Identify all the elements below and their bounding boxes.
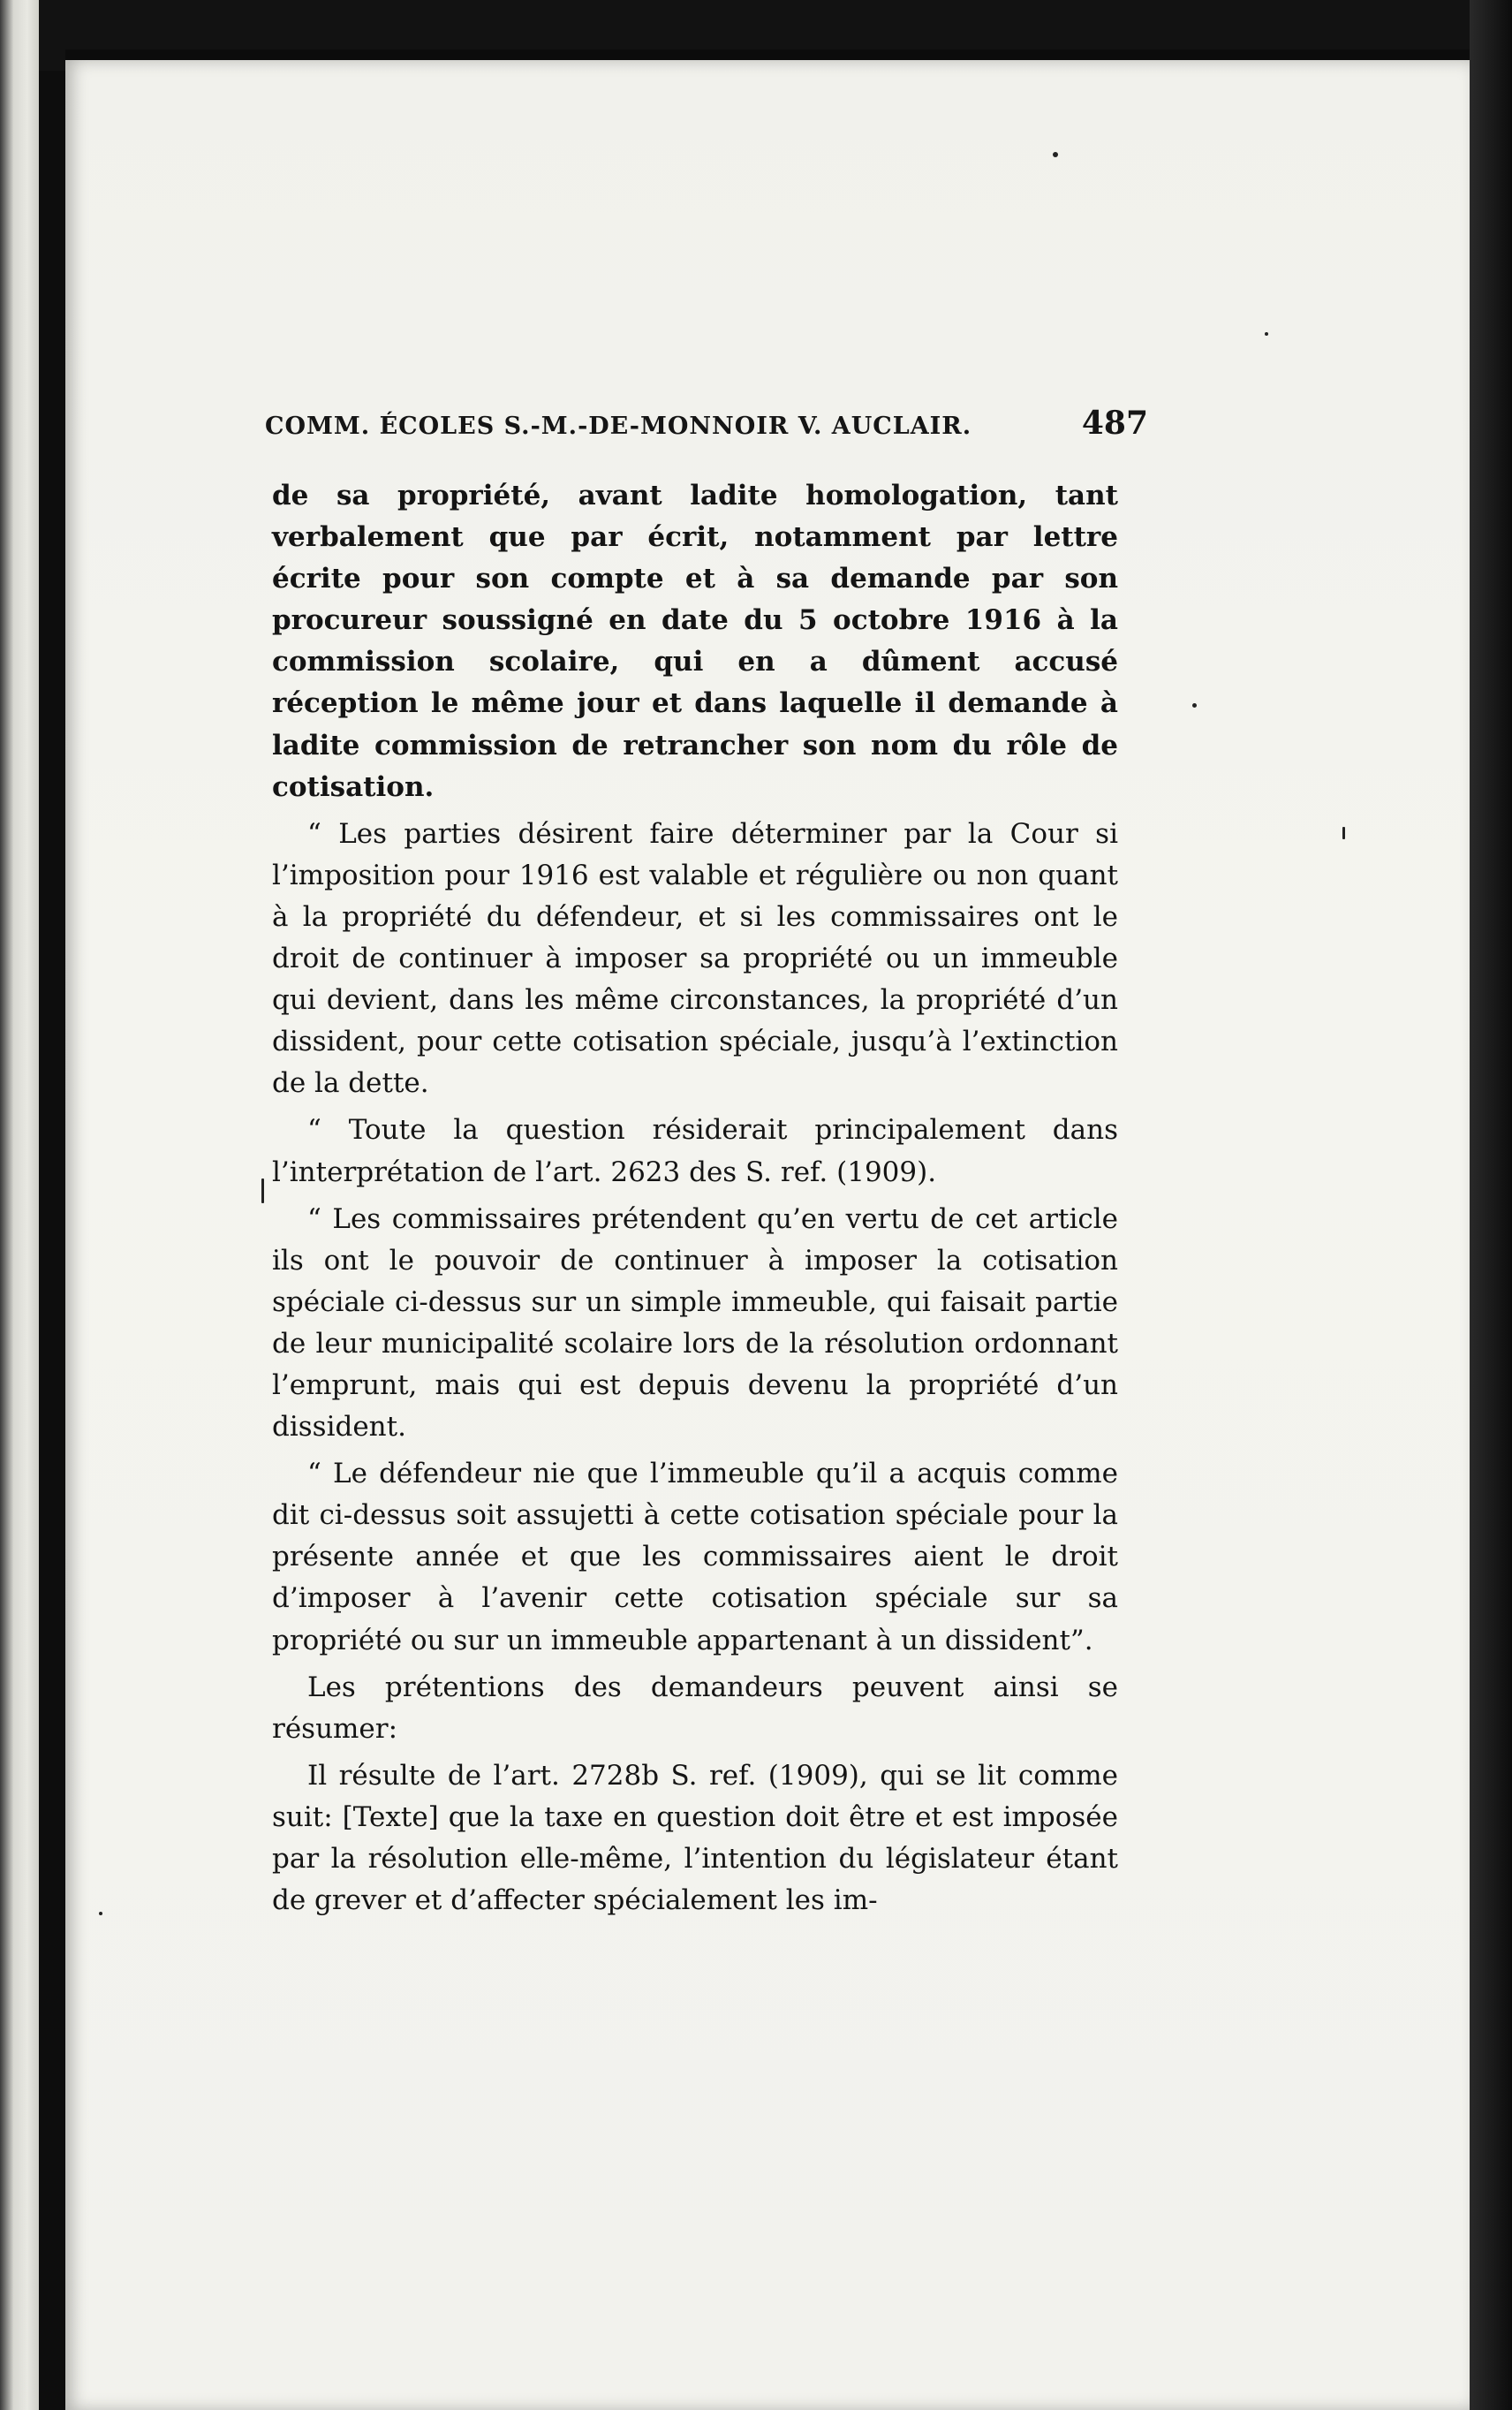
paragraph-6: Les prétentions des demandeurs peuvent ainsi se résumer: — [272, 1671, 1118, 1745]
page-number: 487 — [1081, 405, 1148, 442]
page-header — [265, 405, 1148, 445]
paragraph-4: “ Les commissaires prétendent qu’en vertu de cet article ils ont le pouvoir de continuer à imposer la cotisation spéciale ci-dessus sur un simple immeuble, qui faisait partie de leur municipalité scolaire lors de la résolution ordonnant l’emprunt, mais qui est depuis devenu la propriété d’un dissident. — [272, 1202, 1118, 1444]
paragraph-7: Il résulte de l’art. 2728b S. ref. (1909), qui se lit comme suit: [Texte] que la taxe en question doit être et est imposée par la résolution elle-même, l’intention du législateur étant de grever et d’affecter spécialement les im- — [272, 1759, 1118, 1917]
facing-page-edge — [0, 0, 39, 2410]
paragraph-5: “ Le défendeur nie que l’immeuble qu’il a acquis comme dit ci-dessus soit assujetti à cette cotisation spéciale pour la présente année et que les commissaires aient le droit d’imposer à l’avenir cette cotisation spéciale sur sa propriété ou sur un immeuble appartenant à un dissident”. — [272, 1458, 1118, 1656]
dust-speck — [1053, 152, 1058, 157]
paragraph-2: “ Les parties désirent faire déterminer par la Cour si l’imposition pour 1916 est valable et régulière ou non quant à la propriété du défendeur, et si les commissaires ont le droit de continuer à imposer sa propriété ou un immeuble qui devient, dans les même circonstances, la propriété d’un dissident, pour cette cotisation spéciale, jusqu’à l’extinction de la dette. — [272, 817, 1118, 1100]
dust-speck — [1342, 827, 1345, 839]
right-page-edge — [1470, 0, 1512, 2410]
running-head: COMM. ÉCOLES S.-M.-DE-MONNOIR V. AUCLAIR. — [265, 413, 972, 440]
dust-speck — [99, 1912, 102, 1915]
margin-mark — [261, 1178, 264, 1203]
dust-speck — [1192, 703, 1197, 708]
page-body — [272, 475, 1118, 1921]
dust-speck — [1265, 332, 1268, 336]
book-spine-shadow — [39, 71, 65, 2410]
paragraph-3: “ Toute la question résiderait principalement dans l’interprétation de l’art. 2623 des S. ref. (1909). — [272, 1114, 1118, 1188]
paragraph-1: de sa propriété, avant ladite homologation, tant verbalement que par écrit, notamment par lettre écrite pour son compte et à sa demande par son procureur soussigné en date du 5 octobre 1916 à la commission scolaire, qui en a dûment accusé réception le même jour et dans laquelle il demande à ladite commission de retrancher son nom du rôle de cotisation. — [272, 480, 1118, 803]
